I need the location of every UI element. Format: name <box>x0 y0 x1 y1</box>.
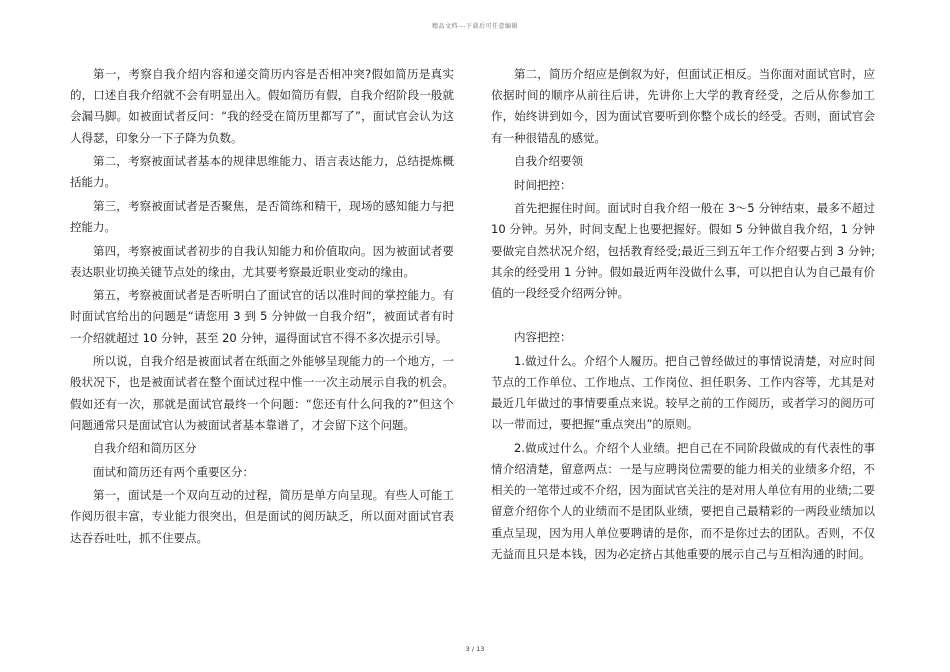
paragraph: 面试和简历还有两个重要区分： <box>93 464 254 479</box>
paragraph: 首先把握住时间。面试时自我介绍一般在 3～5 分钟结束，最多不超过 10 分钟。另外，时间支配上也要把握好。假如 5 分钟做自我介绍，1 分钟要做完自然状况介绍，包括教育经受;最近三到五年工作介绍要占到 3 分钟;其余的经受用 1 分钟。假如最近两年没做什么事，可以把自认为自己最有价值的一段经受介绍两分钟。 <box>491 201 875 300</box>
paragraph: 1.做过什么。介绍个人履历。把自己曾经做过的事情说清楚，对应时间节点的工作单位、工作地点、工作岗位、担任职务、工作内容等，尤其是对最近几年做过的事情要重点来说。较早之前的工作阅历，或者学习的阅历可以一带而过，要把握“重点突出”的原则。 <box>491 353 875 432</box>
right-column <box>491 64 875 567</box>
paragraph: 第五，考察被面试者是否听明白了面试官的话以准时间的掌控能力。有时面试官给出的问题是“请您用 3 到 5 分钟做一自我介绍”，被面试者有时一介绍就超过 10 分钟，甚至 20 分钟，逼得面试官不得不多次提示引导。 <box>70 288 454 345</box>
paragraph: 第一，考察自我介绍内容和递交简历内容是否相冲突?假如简历是真实的，口述自我介绍就不会有明显出入。假如简历有假，自我介绍阶段一般就会漏马脚。如被面试者反问：“我的经受在简历里都写了”，面试官会认为这人得瑟，印象分一下子降为负数。 <box>70 67 454 145</box>
paragraph: 第三，考察被面试者是否聚焦，是否简练和精干，现场的感知能力与把控能力。 <box>70 198 454 235</box>
left-column <box>70 64 454 551</box>
paragraph: 第一，面试是一个双向互动的过程，简历是单方向呈现。有些人可能工作阅历很丰富，专业能力很突出，但是面试的阅历缺乏，所以面对面试官表达吞吞吐吐，抓不住要点。 <box>70 488 454 545</box>
page-header: 精品文档---下载后可任意编辑 <box>432 23 518 30</box>
paragraph: 所以说，自我介绍是被面试者在纸面之外能够呈现能力的一个地方，一般状况下，也是被面试者在整个面试过程中惟一一次主动展示自我的机会。假如还有一次，那就是面试官最终一个问题：“您还有什么问我的?”但这个问题通常只是面试官认为被面试者基本靠谱了，才会留下这个问题。 <box>70 354 454 432</box>
subsection-heading: 时间把控： <box>514 177 572 192</box>
paragraph: 第二，简历介绍应是倒叙为好，但面试正相反。当你面对面试官时，应依据时间的顺序从前往后讲，先讲你上大学的教育经受，之后从你参加工作，始终讲到如今，因为面试官要听到你整个成长的经受。否则，面试官会有一种很错乱的感觉。 <box>491 67 875 145</box>
paragraph: 第二，考察被面试者基本的规律思维能力、语言表达能力，总结提炼概括能力。 <box>70 154 454 190</box>
paragraph: 2.做成过什么。介绍个人业绩。把自己在不同阶段做成的有代表性的事情介绍清楚，留意两点：一是与应聘岗位需要的能力相关的业绩多介绍，不相关的一笔带过或不介绍，因为面试官关注的是对用人单位有用的业绩;二要留意介绍你个人的业绩而不是团队业绩，要把自己最精彩的一两段业绩加以重点呈现，因为用人单位要聘请的是你，而不是你过去的团队。否则，不仅无益而且只是本钱，因为必定挤占其他重要的展示自己与互相沟通的时间。 <box>491 440 875 561</box>
paragraph: 第四，考察被面试者初步的自我认知能力和价值取向。因为被面试者要表达职业切换关键节点处的缘由，尤其要考察最近职业变动的缘由。 <box>70 243 454 279</box>
subsection-heading: 内容把控： <box>514 330 572 345</box>
section-heading: 自我介绍和简历区分 <box>93 441 197 456</box>
page-number: 3 / 13 <box>465 645 485 653</box>
section-heading: 自我介绍要领 <box>514 154 583 169</box>
